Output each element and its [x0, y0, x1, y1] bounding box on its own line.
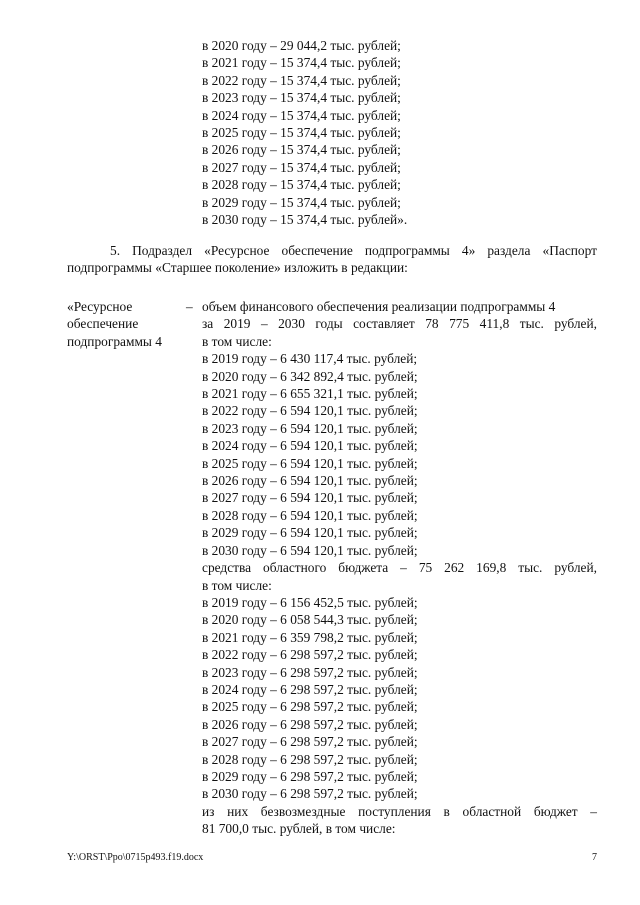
- grants-line: из них безвозмездные поступления в областной бюджет –: [202, 803, 597, 819]
- list-item: в 2023 году – 6 298 597,2 тыс. рублей;: [202, 664, 418, 680]
- list-item: в 2021 году – 15 374,4 тыс. рублей;: [202, 55, 401, 71]
- intro-line: в том числе:: [202, 333, 272, 349]
- grants-line: 81 700,0 тыс. рублей, в том числе:: [202, 821, 396, 837]
- list-item: в 2029 году – 6 594 120,1 тыс. рублей;: [202, 525, 418, 541]
- list-item: в 2024 году – 15 374,4 тыс. рублей;: [202, 107, 401, 123]
- list-item: в 2030 году – 6 594 120,1 тыс. рублей;: [202, 542, 418, 558]
- list-item: в 2027 году – 6 594 120,1 тыс. рублей;: [202, 490, 418, 506]
- footer-path-text: Y:\ORST\Ppo\0715p493.f19.docx: [67, 852, 204, 863]
- list-item: в 2020 году – 6 058 544,3 тыс. рублей;: [202, 612, 418, 628]
- label-dash: –: [186, 299, 193, 314]
- amendment-paragraph: [67, 242, 597, 277]
- list-item: в 2021 году – 6 359 798,2 тыс. рублей;: [202, 629, 418, 645]
- list-item: в 2029 году – 15 374,4 тыс. рублей;: [202, 194, 401, 210]
- paragraph-line-2: подпрограммы «Старшее поколение» изложить в редакции:: [67, 260, 408, 276]
- top-year-list: [202, 37, 407, 228]
- list-item: в 2028 году – 15 374,4 тыс. рублей;: [202, 177, 401, 193]
- list-item: в 2025 году – 6 298 597,2 тыс. рублей;: [202, 699, 418, 715]
- list-item: в 2022 году – 6 298 597,2 тыс. рублей;: [202, 647, 418, 663]
- list-item: в 2030 году – 15 374,4 тыс. рублей».: [202, 212, 408, 228]
- page-number: 7: [592, 852, 597, 863]
- list-item: в 2026 году – 6 298 597,2 тыс. рублей;: [202, 716, 418, 732]
- section-label: [67, 298, 162, 350]
- list-item: в 2030 году – 6 298 597,2 тыс. рублей;: [202, 786, 418, 802]
- list-item: в 2019 году – 6 156 452,5 тыс. рублей;: [202, 594, 418, 610]
- list-item: в 2020 году – 29 044,2 тыс. рублей;: [202, 38, 401, 53]
- list-item: в 2025 году – 15 374,4 тыс. рублей;: [202, 125, 401, 141]
- footer-file-path: [67, 852, 203, 864]
- list-item: в 2024 году – 6 298 597,2 тыс. рублей;: [202, 681, 418, 697]
- list-item: в 2020 году – 6 342 892,4 тыс. рублей;: [202, 368, 418, 384]
- section-content: [202, 298, 597, 838]
- regional-line: в том числе:: [202, 577, 272, 593]
- list-item: в 2023 году – 6 594 120,1 тыс. рублей;: [202, 420, 418, 436]
- list-item: в 2022 году – 15 374,4 тыс. рублей;: [202, 72, 401, 88]
- intro-line: за 2019 – 2030 годы составляет 78 775 411,8 тыс. рублей,: [202, 316, 597, 332]
- label-line: подпрограммы 4: [67, 333, 162, 349]
- list-item: в 2026 году – 15 374,4 тыс. рублей;: [202, 142, 401, 158]
- list-item: в 2028 году – 6 298 597,2 тыс. рублей;: [202, 751, 418, 767]
- list-item: в 2021 году – 6 655 321,1 тыс. рублей;: [202, 386, 418, 402]
- list-item: в 2028 году – 6 594 120,1 тыс. рублей;: [202, 507, 418, 523]
- regional-line: средства областного бюджета – 75 262 169,8 тыс. рублей,: [202, 560, 597, 576]
- list-item: в 2025 году – 6 594 120,1 тыс. рублей;: [202, 455, 418, 471]
- list-item: в 2022 году – 6 594 120,1 тыс. рублей;: [202, 403, 418, 419]
- list-item: в 2029 году – 6 298 597,2 тыс. рублей;: [202, 768, 418, 784]
- list-item: в 2023 году – 15 374,4 тыс. рублей;: [202, 90, 401, 106]
- list-item: в 2027 году – 15 374,4 тыс. рублей;: [202, 159, 401, 175]
- label-line: «Ресурсное: [67, 299, 133, 314]
- list-item: в 2019 году – 6 430 117,4 тыс. рублей;: [202, 351, 418, 367]
- list-item: в 2026 году – 6 594 120,1 тыс. рублей;: [202, 473, 418, 489]
- intro-line: объем финансового обеспечения реализации подпрограммы 4: [202, 299, 556, 314]
- paragraph-line-1: 5. Подраздел «Ресурсное обеспечение подпрограммы 4» раздела «Паспорт: [110, 243, 597, 258]
- list-item: в 2024 году – 6 594 120,1 тыс. рублей;: [202, 438, 418, 454]
- label-line: обеспечение: [67, 316, 139, 332]
- list-item: в 2027 году – 6 298 597,2 тыс. рублей;: [202, 734, 418, 750]
